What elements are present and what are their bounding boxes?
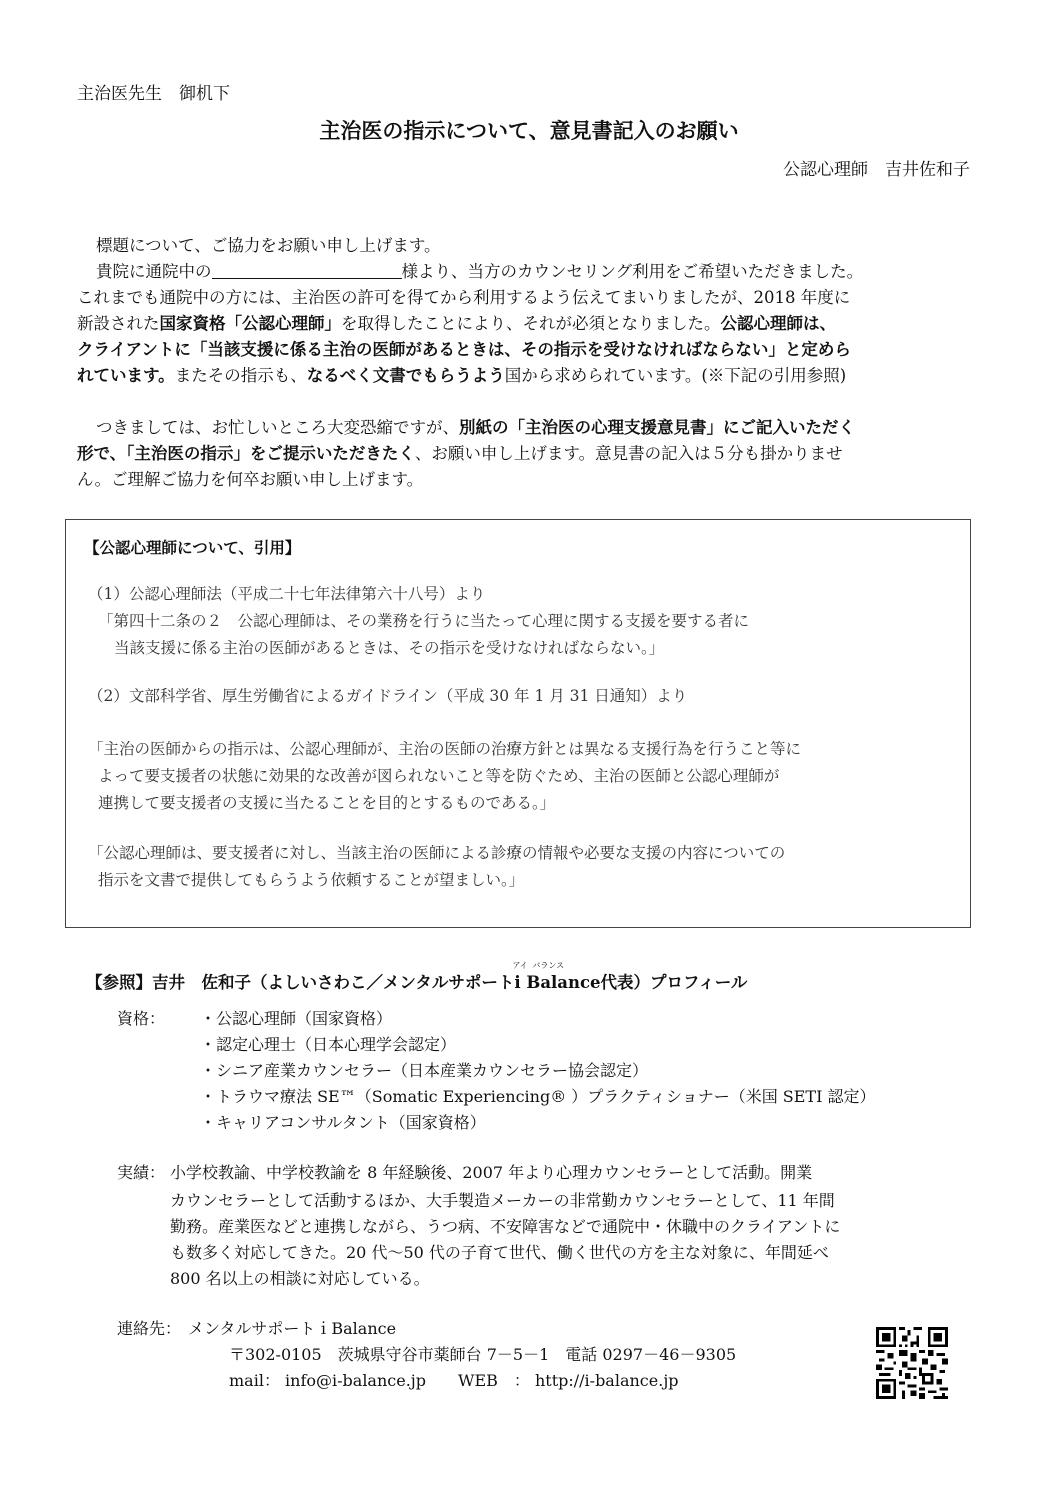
career-line: カウンセラーとして活動するほか、大手製造メーカーの非常勤カウンセラーとして、11 年間	[170, 1191, 835, 1210]
intro-line-6	[77, 363, 846, 389]
career-line: 小学校教諭、中学校教諭を 8 年経験後、2007 年より心理カウンセラーとして活動。開業	[170, 1163, 813, 1182]
intro-line-6-d: 国から求められています。(※下記の引用参照)	[504, 366, 847, 385]
citation-1-line-1: 「第四十二条の２ 公認心理師は、その業務を行うに当たって心理に関する支援を要する者に	[98, 612, 750, 630]
career-line: も数多く対応してきた。20 代～50 代の子育て世代、働く世代の方を主な対象に、年間延べ	[170, 1243, 829, 1262]
intro-line-6-a: れています。	[77, 366, 175, 385]
request-line-2-a: 形で、「主治医の指示」をご提示いただきたく	[77, 444, 415, 463]
qualification-item: ・認定心理士（日本心理学会認定）	[200, 1035, 457, 1054]
ruby-i: アイ	[512, 961, 528, 970]
citation-2-title: （2）文部科学省、厚生労働省によるガイドライン（平成 30 年 1 月 31 日通知）より	[88, 687, 688, 705]
qualification-item: ・公認心理師（国家資格）	[200, 1009, 393, 1028]
citation-box	[65, 519, 971, 928]
citation-1-line-2: 当該支援に係る主治の医師があるときは、その指示を受けなければならない。」	[114, 639, 665, 657]
profile-heading-balance-text: Balance	[526, 973, 601, 992]
contact-mail-web: mail： info@i-balance.jp WEB ： http://i-balance.jp	[229, 1371, 679, 1390]
intro-line-3: これまでも通院中の方には、主治医の許可を得てから利用するよう伝えてまいりましたが、2018 年度に	[77, 288, 851, 307]
profile-heading-b: 代表）プロフィール	[600, 973, 748, 992]
career-line: 800 名以上の相談に対応している。	[170, 1269, 430, 1288]
request-line-2-b: 、お願い申し上げます。意見書の記入は５分も掛かりませ	[414, 444, 843, 463]
career-line: 勤務。産業医などと連携しながら、うつ病、不安障害などで通院中・休職中のクライアントに	[170, 1217, 841, 1236]
contact-address: 〒302-0105 茨城県守谷市薬師台 7－5－1 電話 0297－46－9305	[229, 1345, 737, 1364]
intro-line-4-d: 公認心理師は、	[720, 314, 836, 333]
contact-organization: メンタルサポートｉBalance	[188, 1319, 397, 1338]
request-line-1-a: つきましては、お忙しいところ大変恐縮ですが、	[96, 418, 459, 437]
intro-line-2-start: 貴院に通院中の	[96, 262, 212, 281]
intro-line-6-b: またその指示も、	[174, 366, 307, 385]
career-label: 実績：	[117, 1163, 166, 1182]
citation-2a-line-3: 連携して要支援者の支援に当たることを目的とするものである。」	[98, 794, 556, 812]
request-line-3: ん。ご理解ご協力を何卒お願い申し上げます。	[77, 470, 424, 489]
qualification-item: ・シニア産業カウンセラー（日本産業カウンセラー協会認定）	[200, 1061, 649, 1080]
citation-1-title: （1）公認心理師法（平成二十七年法律第六十八号）より	[88, 585, 486, 603]
qualifications-label: 資格：	[117, 1009, 166, 1028]
page-title: 主治医の指示について、意見書記入のお願い	[319, 118, 739, 143]
request-line-1-b: 別紙の「主治医の心理支援意見書」にご記入いただく	[459, 418, 855, 437]
intro-line-2-end: 様より、当方のカウンセリング利用をご希望いただきました。	[401, 262, 864, 281]
intro-line-4	[77, 311, 836, 337]
citation-2b-line-1: 「公認心理師は、要支援者に対し、当該主治の医師による診療の情報や必要な支援の内容についての	[88, 844, 786, 862]
citation-heading: 【公認心理師について、引用】	[84, 538, 301, 557]
qr-code-icon	[876, 1327, 948, 1399]
profile-heading	[86, 961, 748, 993]
citation-2b-line-2: 指示を文書で提供してもらうよう依頼することが望ましい。」	[98, 871, 525, 889]
qualification-item: ・キャリアコンサルタント（国家資格）	[200, 1113, 486, 1132]
intro-line-4-c: を取得したことにより、それが必須となりました。	[341, 314, 721, 333]
patient-name-blank	[212, 260, 402, 279]
intro-line-6-c: なるべく文書でもらうよう	[306, 366, 505, 385]
qualification-item: ・トラウマ療法 SE™（Somatic Experiencing® ）プラクティショナー（米国 SETI 認定）	[200, 1087, 876, 1106]
ruby-balance: バランス	[532, 961, 565, 970]
profile-heading-a: 【参照】吉井 佐和子（よしいさわこ／メンタルサポート	[86, 973, 515, 992]
intro-line-5: クライアントに「当該支援に係る主治の医師があるときは、その指示を受けなければならない」と定めら	[77, 340, 851, 359]
intro-line-2	[96, 259, 863, 285]
intro-line-1: 標題について、ご協力をお願い申し上げます。	[96, 236, 441, 255]
addressee: 主治医先生 御机下	[77, 84, 230, 104]
request-line-1	[96, 415, 855, 441]
author-line: 公認心理師 吉井佐和子	[783, 160, 970, 180]
citation-2a-line-1: 「主治の医師からの指示は、公認心理師が、主治の医師の治療方針とは異なる支援行為を行うこと等に	[88, 740, 802, 758]
profile-heading-i-text: i	[514, 973, 521, 992]
intro-line-4-a: 新設された	[77, 314, 160, 333]
intro-line-4-b: 国家資格「公認心理師」	[159, 314, 341, 333]
profile-heading-balance	[526, 961, 601, 992]
profile-heading-i	[512, 961, 528, 992]
citation-2a-line-2: よって要支援者の状態に効果的な改善が図られないこと等を防ぐため、主治の医師と公認心理師が	[98, 767, 780, 785]
request-line-2	[77, 441, 843, 467]
contact-label: 連絡先：	[117, 1319, 182, 1338]
